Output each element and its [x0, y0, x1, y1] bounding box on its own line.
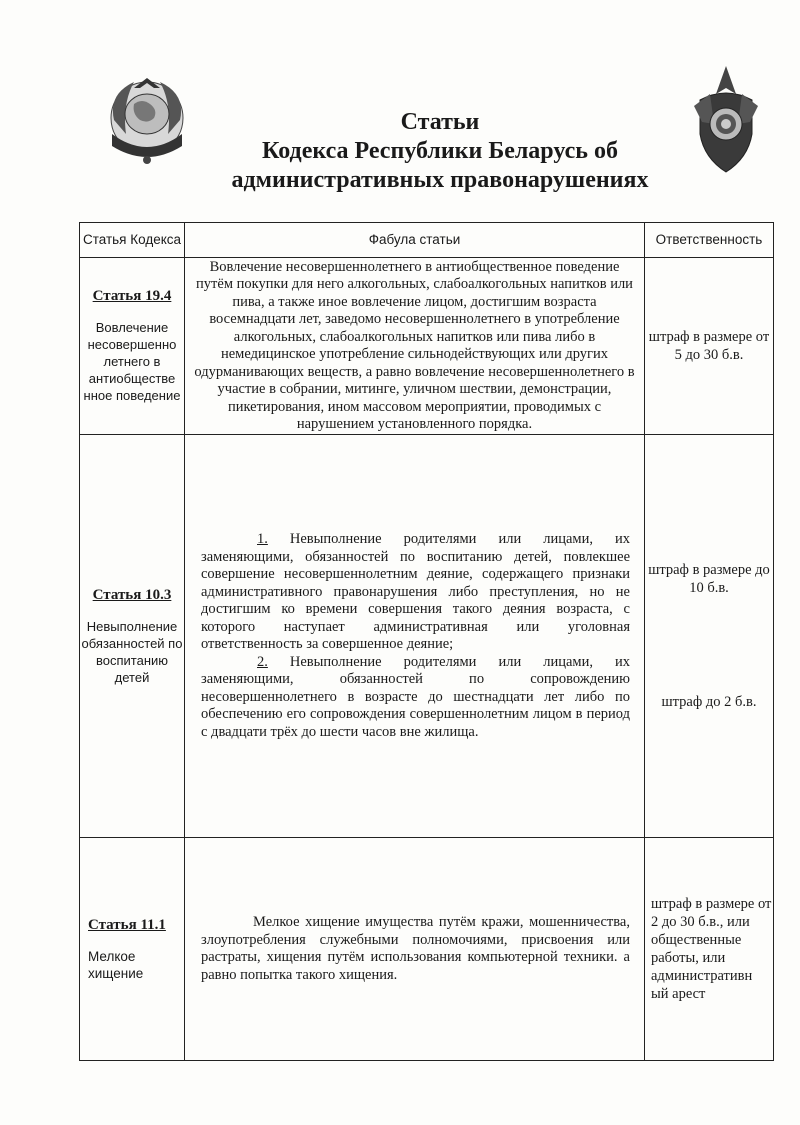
articles-table [79, 222, 774, 1061]
article-number: Статья 19.4 [92, 288, 172, 304]
article-text: Вовлечение несовершеннолетнего в антиобщественное поведение путём покупки для него алкогольных, слабоалкогольных напитков или пива, а также иное вовлечение лицом, достигшим возраста восемнадцати лет, заведомо несовершеннолетнего в употребление алкогольных, слабоалкогольных напитков или пива либо в немедицинское употребление сильнодействующих или других одурманивающих веществ, а равно вовлечение несовершеннолетнего в участие в собрании, митинге, уличном шествии, демонстрации, пикетирования, ином массовом мероприятии, проводимых с нарушением установленного порядка. [185, 258, 645, 435]
article-number: Статья 10.3 [92, 586, 172, 603]
part-number: 1. [257, 531, 268, 547]
belarus-emblem-icon [104, 74, 190, 166]
table-row [80, 838, 774, 1061]
column-header-responsibility: Ответственность [645, 223, 774, 258]
title-line-1: Статьи [400, 109, 480, 135]
column-header-article: Статья Кодекса [80, 223, 185, 258]
document-title [200, 108, 680, 195]
table-header-row [80, 223, 774, 258]
article-text [185, 838, 645, 1061]
table-row [80, 258, 774, 435]
article-cell [80, 258, 185, 435]
article-paragraph: Мелкое хищение имущества путём кражи, мошенничества, злоупотребления служебными полномочиями, присвоения или растраты, хищения путём использования компьютерной техники. а равно попытка такого хищения. [201, 914, 630, 983]
article-cell [80, 435, 185, 838]
responsibility: штраф в размере от 2 до 30 б.в., или общественные работы, или административн ый арест [645, 838, 774, 1061]
article-part-1 [201, 531, 630, 654]
article-number: Статья 11.1 [88, 916, 166, 933]
article-name: Мелкое хищение [88, 948, 144, 981]
part-text: Невыполнение родителями или лицами, их заменяющими, обязанностей по сопровождению несовершеннолетнего в возрасте до шестнадцати лет либо по обеспечению его сопровождения совершеннолетним лицом в период с двадцати трёх до шести часов вне жилища. [201, 653, 630, 740]
column-header-text: Фабула статьи [185, 223, 645, 258]
responsibility-part-1: штраф в размере до 10 б.в. [648, 562, 770, 596]
article-name: Невыполнение обязанностей по воспитанию детей [81, 618, 183, 685]
police-emblem-icon [690, 64, 762, 176]
responsibility-part-2: штраф до 2 б.в. [661, 694, 757, 710]
article-text [185, 435, 645, 838]
article-name: Вовлечение несовершенно летнего в антиобществе нное поведение [83, 320, 181, 403]
title-line-3: административных правонарушениях [231, 167, 649, 193]
article-cell [80, 838, 185, 1061]
part-number: 2. [257, 653, 268, 670]
responsibility: штраф в размере от 5 до 30 б.в. [645, 258, 774, 435]
article-part-2 [201, 654, 630, 742]
table-row [80, 435, 774, 838]
responsibility-cell [645, 435, 774, 838]
title-line-2: Кодекса Республики Беларусь об [262, 138, 618, 164]
part-text: Невыполнение родителями или лицами, их заменяющими, обязанностей по воспитанию детей, повлекшее совершение несовершеннолетним деяние, содержащего признаки административного правонарушения либо преступления, но не достигшим ко времени совершения такого деяния возраста, с которого наступает административная или уголовная ответственность за совершенное деяние; [201, 531, 630, 652]
